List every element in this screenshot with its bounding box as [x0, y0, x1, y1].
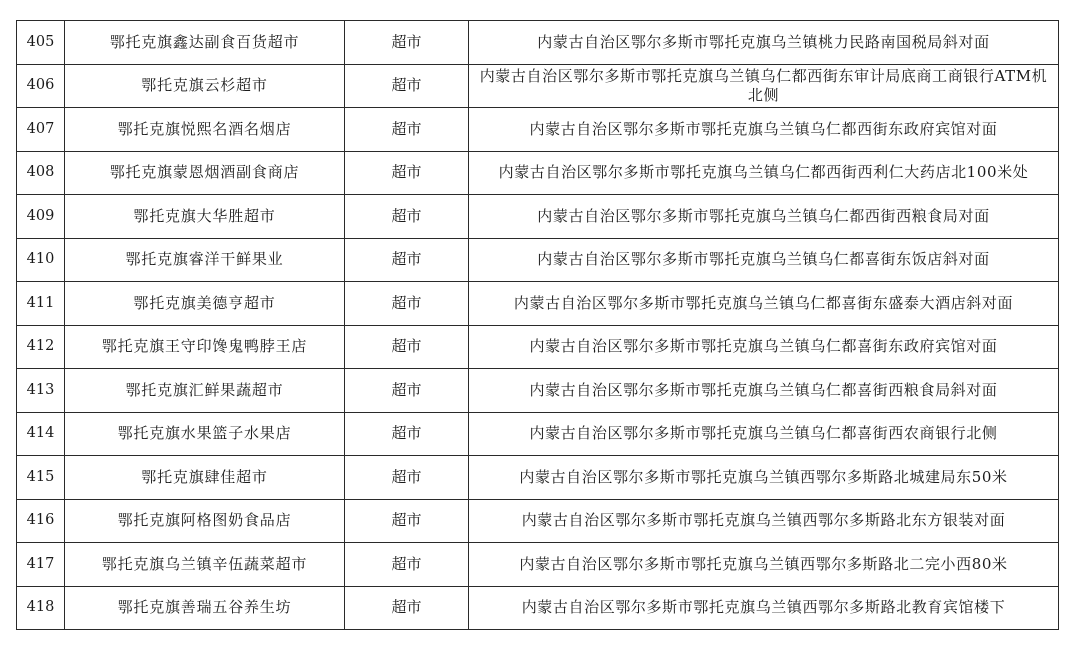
store-name: 鄂托克旗鑫达副食百货超市	[65, 21, 345, 65]
store-type: 超市	[345, 282, 469, 326]
store-address: 内蒙古自治区鄂尔多斯市鄂托克旗乌兰镇西鄂尔多斯路北教育宾馆楼下	[469, 586, 1059, 630]
table-row	[17, 64, 1059, 108]
row-number: 412	[17, 325, 65, 369]
table-row	[17, 369, 1059, 413]
table-row	[17, 195, 1059, 239]
store-table-body	[17, 21, 1059, 630]
store-address: 内蒙古自治区鄂尔多斯市鄂托克旗乌兰镇乌仁都喜街东盛泰大酒店斜对面	[469, 282, 1059, 326]
store-type: 超市	[345, 108, 469, 152]
store-type: 超市	[345, 369, 469, 413]
row-number: 417	[17, 543, 65, 587]
table-row	[17, 456, 1059, 500]
table-row	[17, 282, 1059, 326]
row-number: 414	[17, 412, 65, 456]
store-type: 超市	[345, 412, 469, 456]
store-name: 鄂托克旗水果篮子水果店	[65, 412, 345, 456]
store-address: 内蒙古自治区鄂尔多斯市鄂托克旗乌兰镇乌仁都喜街西农商银行北侧	[469, 412, 1059, 456]
store-type: 超市	[345, 325, 469, 369]
row-number: 409	[17, 195, 65, 239]
store-type: 超市	[345, 151, 469, 195]
store-name: 鄂托克旗汇鲜果蔬超市	[65, 369, 345, 413]
table-row	[17, 151, 1059, 195]
store-name: 鄂托克旗乌兰镇辛伍蔬菜超市	[65, 543, 345, 587]
table-row	[17, 412, 1059, 456]
store-address: 内蒙古自治区鄂尔多斯市鄂托克旗乌兰镇乌仁都西街西粮食局对面	[469, 195, 1059, 239]
store-name: 鄂托克旗美德亨超市	[65, 282, 345, 326]
store-type: 超市	[345, 238, 469, 282]
store-type: 超市	[345, 195, 469, 239]
store-name: 鄂托克旗肆佳超市	[65, 456, 345, 500]
table-row	[17, 21, 1059, 65]
store-name: 鄂托克旗云杉超市	[65, 64, 345, 108]
store-name: 鄂托克旗蒙恩烟酒副食商店	[65, 151, 345, 195]
table-row	[17, 499, 1059, 543]
store-address: 内蒙古自治区鄂尔多斯市鄂托克旗乌兰镇乌仁都西街东审计局底商工商银行ATM机北侧	[469, 64, 1059, 108]
store-type: 超市	[345, 586, 469, 630]
store-table	[16, 20, 1059, 630]
row-number: 418	[17, 586, 65, 630]
store-name: 鄂托克旗善瑞五谷养生坊	[65, 586, 345, 630]
store-type: 超市	[345, 21, 469, 65]
row-number: 416	[17, 499, 65, 543]
table-row	[17, 325, 1059, 369]
store-address: 内蒙古自治区鄂尔多斯市鄂托克旗乌兰镇西鄂尔多斯路北二完小西80米	[469, 543, 1059, 587]
store-address: 内蒙古自治区鄂尔多斯市鄂托克旗乌兰镇桃力民路南国税局斜对面	[469, 21, 1059, 65]
row-number: 407	[17, 108, 65, 152]
table-row	[17, 543, 1059, 587]
table-row	[17, 108, 1059, 152]
store-address: 内蒙古自治区鄂尔多斯市鄂托克旗乌兰镇西鄂尔多斯路北东方银装对面	[469, 499, 1059, 543]
store-type: 超市	[345, 499, 469, 543]
store-type: 超市	[345, 543, 469, 587]
store-name: 鄂托克旗睿洋干鲜果业	[65, 238, 345, 282]
store-name: 鄂托克旗王守印馋鬼鸭脖王店	[65, 325, 345, 369]
store-address: 内蒙古自治区鄂尔多斯市鄂托克旗乌兰镇乌仁都喜街东政府宾馆对面	[469, 325, 1059, 369]
row-number: 415	[17, 456, 65, 500]
store-address: 内蒙古自治区鄂尔多斯市鄂托克旗乌兰镇乌仁都喜街东饭店斜对面	[469, 238, 1059, 282]
row-number: 410	[17, 238, 65, 282]
store-address: 内蒙古自治区鄂尔多斯市鄂托克旗乌兰镇乌仁都西街西利仁大药店北100米处	[469, 151, 1059, 195]
store-type: 超市	[345, 64, 469, 108]
store-name: 鄂托克旗悦熙名酒名烟店	[65, 108, 345, 152]
store-address: 内蒙古自治区鄂尔多斯市鄂托克旗乌兰镇乌仁都西街东政府宾馆对面	[469, 108, 1059, 152]
row-number: 413	[17, 369, 65, 413]
table-row	[17, 586, 1059, 630]
table-row	[17, 238, 1059, 282]
row-number: 405	[17, 21, 65, 65]
store-address: 内蒙古自治区鄂尔多斯市鄂托克旗乌兰镇乌仁都喜街西粮食局斜对面	[469, 369, 1059, 413]
store-address: 内蒙古自治区鄂尔多斯市鄂托克旗乌兰镇西鄂尔多斯路北城建局东50米	[469, 456, 1059, 500]
document-page	[16, 20, 1058, 630]
row-number: 406	[17, 64, 65, 108]
store-name: 鄂托克旗大华胜超市	[65, 195, 345, 239]
row-number: 411	[17, 282, 65, 326]
store-name: 鄂托克旗阿格图奶食品店	[65, 499, 345, 543]
store-type: 超市	[345, 456, 469, 500]
row-number: 408	[17, 151, 65, 195]
